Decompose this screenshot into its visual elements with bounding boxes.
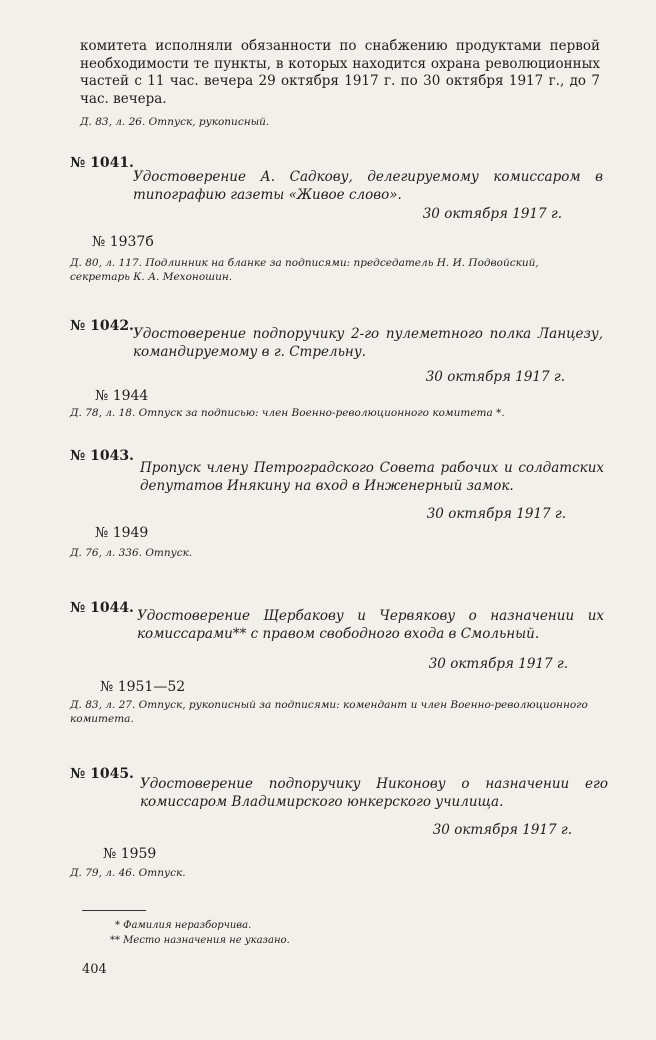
page-number: 404: [82, 962, 107, 977]
entry-archive-number: № 1937б: [92, 234, 154, 250]
entry-source: Д. 80, л. 117. Подлинник на бланке за подписями: председатель Н. И. Подвойский, секретарь К. А. Мехоношин.: [70, 257, 539, 283]
entry-date: 30 октября 1917 г.: [426, 506, 566, 522]
entry-source: Д. 83, л. 27. Отпуск, рукописный за подписями: комендант и член Военно-революционного комитета.: [70, 699, 588, 725]
entry-source: Д. 76, л. 336. Отпуск.: [70, 547, 193, 559]
entry-source: Д. 78, л. 18. Отпуск за подписью: член Военно-революционного комитета *.: [70, 407, 505, 419]
entry-number: № 1041.: [70, 155, 134, 171]
entry-archive-number: № 1959: [103, 846, 157, 862]
entry-source: Д. 79, л. 46. Отпуск.: [70, 867, 186, 879]
entry-title: Пропуск члену Петроградского Совета рабочих и солдатских депутатов Инякину на вход в Инженерный замок.: [140, 460, 604, 494]
entry-number: № 1042.: [70, 318, 134, 334]
footnote: * Фамилия неразборчива.: [115, 920, 252, 931]
entry-date: 30 октября 1917 г.: [422, 206, 562, 222]
footnote-divider: [82, 910, 146, 911]
entry-title: Удостоверение А. Садкову, делегируемому комиссаром в типографию газеты «Живое слово».: [133, 169, 603, 203]
entry-number: № 1044.: [70, 600, 134, 616]
entry-archive-number: № 1944: [95, 388, 149, 404]
entry-date: 30 октября 1917 г.: [432, 822, 572, 838]
entry-number: № 1045.: [70, 766, 134, 782]
entry-number: № 1043.: [70, 448, 134, 464]
footnote: ** Место назначения не указано.: [110, 935, 290, 946]
entry-archive-number: № 1949: [95, 525, 149, 541]
entry-date: 30 октября 1917 г.: [425, 369, 565, 385]
entry-title: Удостоверение подпоручику 2-го пулеметного полка Ланцезу, командируемому в г. Стрельну.: [133, 326, 603, 360]
entry-archive-number: № 1951—52: [100, 679, 186, 695]
entry-title: Удостоверение Щербакову и Червякову о назначении их комиссарами** с правом свободного входа в Смольный.: [137, 608, 604, 642]
intro-source: Д. 83, л. 26. Отпуск, рукописный.: [80, 116, 270, 128]
entry-title: Удостоверение подпоручику Никонову о назначении его комиссаром Владимирского юнкерского училища.: [140, 776, 608, 810]
entry-date: 30 октября 1917 г.: [428, 656, 568, 672]
intro-paragraph: комитета исполняли обязанности по снабжению продуктами первой необходимости те пункты, в которых находится охрана революционных частей с 11 час. вечера 29 октября 1917 г. по 30 октября 1917 г., до 7 час. вечера.: [80, 38, 600, 107]
